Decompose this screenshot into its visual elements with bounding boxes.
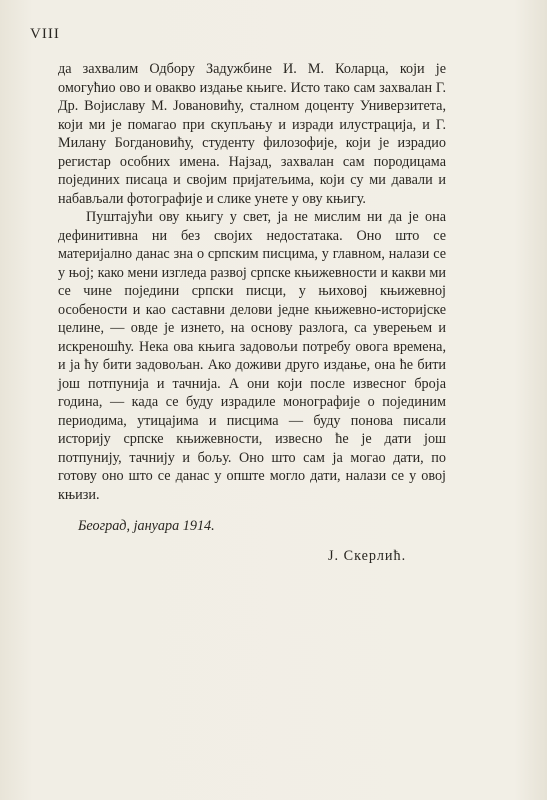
preface-text [58,60,446,504]
page-number: VIII [30,26,60,42]
paragraph-acknowledgements: да захвалим Одбору Задужбине И. М. Коларца, који је омогућио ово и овакво издање књиге. Исто тако сам захвалан Г. Др. Војиславу М. Јовановићу, сталном доценту Универзитета, који ми је помагао при скупљању и изради илустрација, и Г. Милану Богдановићу, студенту филозофије, који је израдио регистар особних имена. Најзад, захвалан сам породицама појединих писаца и својим пријатељима, који су ми давали и набављали фотографије и слике унете у ову књигу. [58,61,446,207]
author-signature: Ј. Скерлић. [328,548,407,564]
dateline: Београд, јануара 1914. [78,518,215,534]
paragraph-closing: Пуштајући ову књигу у свет, ја не мислим ни да је она дефинитивна ни без својих недостатака. Оно што се материјално данас зна о српским писцима, у главном, налази се у њој; како мени изгледа развој српске књижевности и какви ми се чине поједини српски писци, у њиховој књижевној особености и као саставни делови једне књижевно-историјске целине, — овде је изнето, на основу разлога, са уверењем и искреношћу. Нека ова књига задовољи потребу овога времена, и ја ћу бити задовољан. Ако доживи друго издање, она ће бити још потпунија и тачнија. А они који после извесног броја година, — када се буду израдиле монографије о појединим периодима, утицајима и писцима — буду понова писали историју српске књижевности, извесно ће је дати још потпунију, тачнију и бољу. Оно што сам ја могао дати, по готову оно што се данас у опште могло дати, налази се у овој књизи. [58,209,446,503]
